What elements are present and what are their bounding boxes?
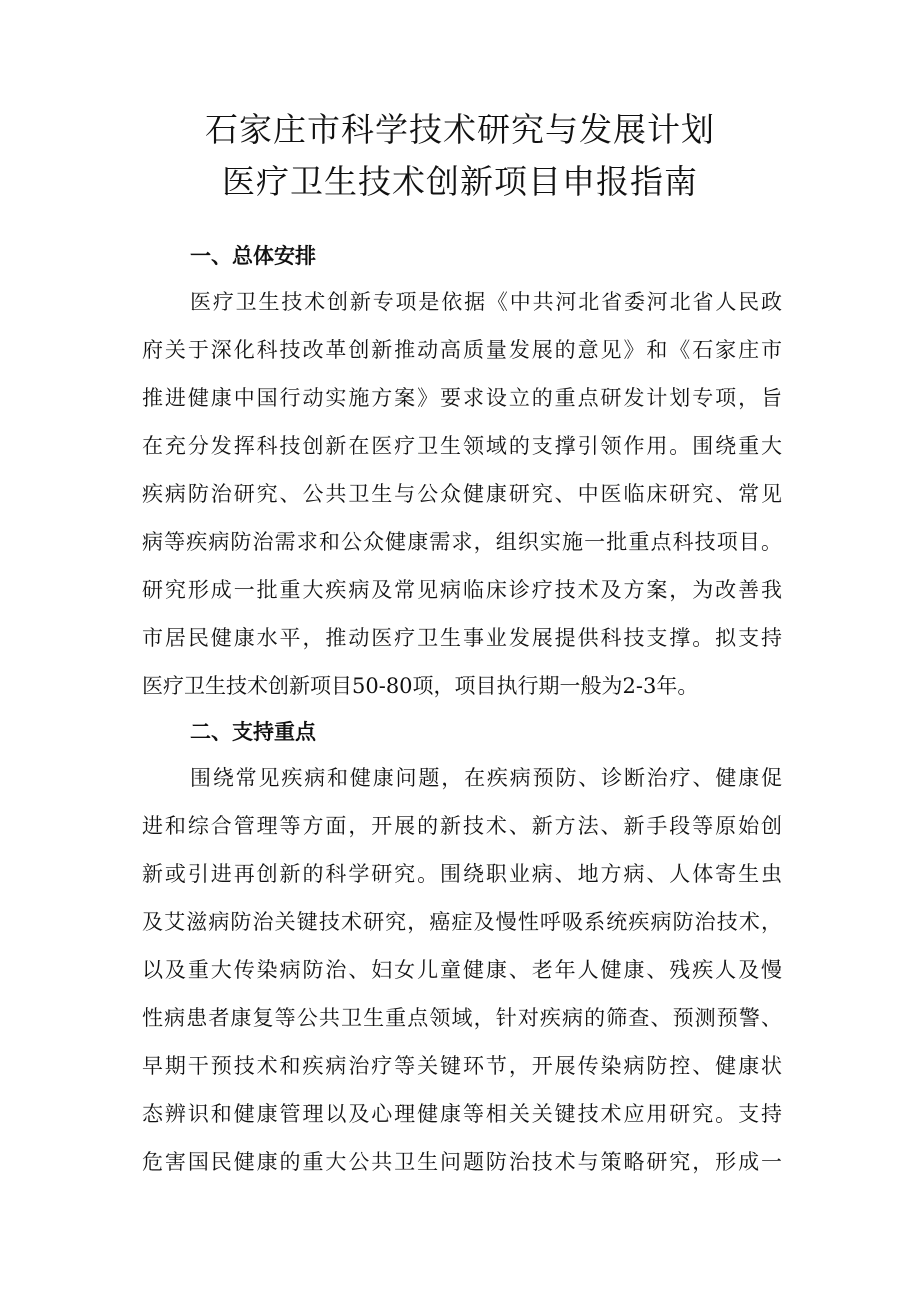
paragraph-line: 疾病防治研究、公共卫生与公众健康研究、中医临床研究、常见 bbox=[142, 482, 782, 506]
paragraph-line: 新或引进再创新的科学研究。围绕职业病、地方病、人体寄生虫 bbox=[142, 862, 782, 886]
paragraph-line: 早期干预技术和疾病治疗等关键环节，开展传染病防控、健康状 bbox=[142, 1054, 782, 1078]
paragraph-line: 医疗卫生技术创新项目50-80项，项目执行期一般为2-3年。 bbox=[142, 674, 699, 698]
paragraph-line: 性病患者康复等公共卫生重点领域，针对疾病的筛查、预测预警、 bbox=[142, 1006, 782, 1030]
paragraph-line: 围绕常见疾病和健康问题，在疾病预防、诊断治疗、健康促 bbox=[190, 766, 782, 790]
paragraph-line: 在充分发挥科技创新在医疗卫生领域的支撑引领作用。围绕重大 bbox=[142, 434, 782, 458]
paragraph-line: 医疗卫生技术创新专项是依据《中共河北省委河北省人民政 bbox=[190, 290, 782, 314]
section-paragraph-support-priorities bbox=[142, 754, 782, 1186]
section-heading-overall-arrangement: 一、总体安排 bbox=[190, 244, 316, 268]
paragraph-line: 府关于深化科技改革创新推动高质量发展的意见》和《石家庄市 bbox=[142, 338, 782, 362]
paragraph-line: 以及重大传染病防治、妇女儿童健康、老年人健康、残疾人及慢 bbox=[142, 958, 782, 982]
paragraph-line: 及艾滋病防治关键技术研究，癌症及慢性呼吸系统疾病防治技术， bbox=[142, 910, 782, 934]
paragraph-line: 推进健康中国行动实施方案》要求设立的重点研发计划专项，旨 bbox=[142, 386, 782, 410]
paragraph-line: 进和综合管理等方面，开展的新技术、新方法、新手段等原始创 bbox=[142, 814, 782, 838]
paragraph-line: 态辨识和健康管理以及心理健康等相关关键技术应用研究。支持 bbox=[142, 1102, 782, 1126]
paragraph-line: 研究形成一批重大疾病及常见病临床诊疗技术及方案，为改善我 bbox=[142, 578, 782, 602]
paragraph-line: 病等疾病防治需求和公众健康需求，组织实施一批重点科技项目。 bbox=[142, 530, 782, 554]
section-paragraph-overall-arrangement bbox=[142, 278, 782, 710]
paragraph-line: 危害国民健康的重大公共卫生问题防治技术与策略研究，形成一 bbox=[142, 1150, 782, 1174]
document-title-line-2: 医疗卫生技术创新项目申报指南 bbox=[222, 162, 698, 201]
paragraph-line: 市居民健康水平，推动医疗卫生事业发展提供科技支撑。拟支持 bbox=[142, 626, 782, 650]
section-heading-support-priorities: 二、支持重点 bbox=[190, 720, 316, 744]
document-title-line-1: 石家庄市科学技术研究与发展计划 bbox=[205, 110, 715, 149]
